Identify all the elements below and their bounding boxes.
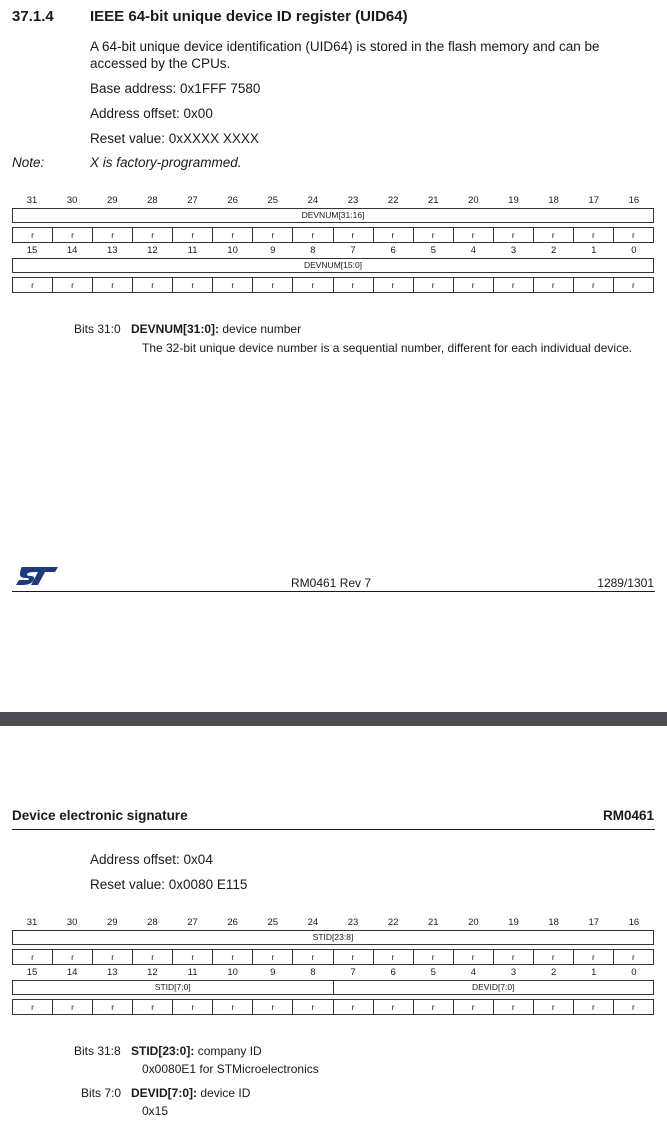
- bit-number: 24: [307, 195, 319, 206]
- register-field: STID[23:8]: [312, 932, 354, 942]
- bit-number: 17: [588, 917, 600, 928]
- bit-number-row: [12, 193, 654, 208]
- bit-number: 31: [26, 195, 38, 206]
- access-cell: r: [253, 1000, 293, 1014]
- access-cell: r: [374, 278, 414, 292]
- page-header-doc: RM0461: [602, 808, 654, 823]
- access-cell: r: [414, 228, 454, 242]
- access-cell: r: [534, 278, 574, 292]
- access-cell: r: [133, 950, 173, 964]
- field-row: [12, 208, 654, 223]
- access-cell: r: [173, 950, 213, 964]
- bit-number: 28: [147, 195, 158, 206]
- bit-number: 0: [631, 245, 637, 256]
- access-cell: r: [334, 228, 374, 242]
- bit-number: 7: [350, 967, 356, 978]
- register-field: DEVNUM[31:16]: [301, 210, 365, 220]
- bit-number: 1: [591, 245, 597, 256]
- bit-number: 2: [551, 245, 557, 256]
- reset-value: Reset value: 0xXXXX XXXX: [90, 131, 259, 146]
- address-offset-2: Address offset: 0x04: [90, 852, 213, 867]
- bit-number: 22: [387, 917, 399, 928]
- register-field: DEVID[7:0]: [471, 982, 515, 992]
- bit-number: 13: [107, 245, 118, 256]
- access-cell: r: [173, 228, 213, 242]
- bits-detail: 0x0080E1 for STMicroelectronics: [142, 1062, 319, 1076]
- bit-number: 14: [66, 967, 78, 978]
- bit-number: 3: [510, 245, 517, 256]
- access-cell: r: [53, 950, 93, 964]
- access-cell: r: [574, 950, 614, 964]
- access-cell: r: [293, 278, 333, 292]
- base-address: Base address: 0x1FFF 7580: [90, 81, 261, 96]
- access-cell: r: [414, 278, 454, 292]
- bit-number: 2: [551, 967, 557, 978]
- bit-number: 0: [631, 967, 637, 978]
- bit-number: 20: [468, 195, 479, 206]
- access-cell: r: [53, 1000, 93, 1014]
- bit-number: 11: [187, 245, 198, 256]
- bit-number: 12: [147, 967, 158, 978]
- bits-summary: device number: [222, 322, 302, 336]
- bits-detail: The 32-bit unique device number is a sequential number, different for each individual device.: [142, 341, 633, 355]
- bit-number: 5: [430, 245, 436, 256]
- bit-number: 14: [66, 245, 78, 256]
- access-cell: r: [334, 950, 374, 964]
- access-cell: r: [494, 950, 534, 964]
- bit-number: 25: [267, 195, 279, 206]
- access-cell: r: [213, 278, 253, 292]
- bits-range: Bits 31:8: [74, 1044, 121, 1058]
- access-cell: r: [494, 278, 534, 292]
- bits-description: [131, 1086, 250, 1100]
- bit-number: 31: [26, 917, 38, 928]
- access-cell: r: [632, 280, 635, 290]
- bit-number: 26: [227, 917, 238, 928]
- access-cell: r: [293, 950, 333, 964]
- bits-range: Bits 31:0: [74, 322, 121, 336]
- note-label: Note:: [12, 155, 45, 170]
- bit-number: 4: [470, 967, 477, 978]
- access-cell: r: [173, 278, 213, 292]
- access-cell: r: [53, 228, 93, 242]
- access-cell: r: [253, 950, 293, 964]
- access-cell: r: [632, 1002, 635, 1012]
- bit-number: 11: [187, 967, 198, 978]
- bit-number: 12: [147, 245, 158, 256]
- access-row: [12, 999, 654, 1015]
- access-cell: r: [574, 228, 614, 242]
- bit-number: 19: [508, 195, 519, 206]
- register-diagram-uid64: [12, 193, 654, 293]
- bits-field-name: DEVNUM[31:0]:: [131, 322, 220, 336]
- bit-number: 5: [430, 967, 436, 978]
- bit-number: 29: [107, 195, 118, 206]
- field-row: [12, 980, 654, 995]
- access-cell: r: [173, 1000, 213, 1014]
- register-field: DEVNUM[15:0]: [303, 260, 363, 270]
- bits-summary: device ID: [200, 1086, 251, 1100]
- access-cell: r: [494, 228, 534, 242]
- bit-number: 23: [347, 195, 359, 206]
- access-cell: r: [454, 228, 494, 242]
- bit-number: 17: [588, 195, 600, 206]
- footer-rule: [12, 591, 655, 592]
- intro-paragraph: A 64-bit unique device identification (UID64) is stored in the flash memory and can be accessed by the CPUs.: [90, 39, 600, 71]
- bits-summary: company ID: [197, 1044, 262, 1058]
- bit-number: 10: [227, 967, 238, 978]
- bits-field-name: STID[23:0]:: [131, 1044, 195, 1058]
- register-diagram-devsig: [12, 915, 654, 1015]
- bit-number: 25: [267, 917, 279, 928]
- access-cell: r: [454, 1000, 494, 1014]
- page-separator: [0, 712, 667, 726]
- access-cell: r: [253, 228, 293, 242]
- bit-number: 8: [310, 967, 316, 978]
- access-cell: r: [93, 228, 133, 242]
- access-cell: r: [93, 950, 133, 964]
- access-cell: r: [213, 950, 253, 964]
- field-row: [12, 258, 654, 273]
- access-cell: r: [293, 228, 333, 242]
- bit-number: 9: [270, 967, 276, 978]
- bit-number: 3: [510, 967, 517, 978]
- bit-number: 15: [26, 245, 38, 256]
- bit-number: 23: [347, 917, 359, 928]
- access-cell: r: [133, 228, 173, 242]
- access-cell: r: [414, 1000, 454, 1014]
- bit-number: 30: [66, 917, 78, 928]
- bit-number: 22: [387, 195, 399, 206]
- st-logo-icon: [14, 565, 60, 587]
- bit-number: 27: [187, 195, 198, 206]
- bit-number: 13: [107, 967, 118, 978]
- page-header-title: Device electronic signature: [12, 808, 188, 823]
- access-cell: r: [334, 278, 374, 292]
- access-cell: r: [454, 950, 494, 964]
- access-row: [12, 949, 654, 965]
- footer-doc-id: RM0461 Rev 7: [291, 576, 372, 590]
- access-row: [12, 227, 654, 243]
- access-cell: r: [374, 228, 414, 242]
- bit-number: 26: [227, 195, 238, 206]
- access-cell: r: [253, 278, 293, 292]
- bit-number: 4: [470, 245, 477, 256]
- footer-page-number: 1289/1301: [597, 576, 654, 590]
- access-cell: r: [534, 950, 574, 964]
- bit-number: 27: [187, 917, 198, 928]
- access-cell: r: [13, 950, 53, 964]
- bit-number: 6: [390, 967, 396, 978]
- access-cell: r: [334, 1000, 374, 1014]
- bit-number: 29: [107, 917, 118, 928]
- access-cell: r: [13, 1000, 53, 1014]
- section-title: IEEE 64-bit unique device ID register (UID64): [90, 8, 408, 25]
- bit-number: 16: [628, 917, 640, 928]
- bit-number: 30: [66, 195, 78, 206]
- bit-number: 9: [270, 245, 276, 256]
- access-cell: r: [494, 1000, 534, 1014]
- access-cell: r: [213, 228, 253, 242]
- access-cell: r: [454, 278, 494, 292]
- access-cell: r: [374, 950, 414, 964]
- field-row: [12, 930, 654, 945]
- bit-number: 15: [26, 967, 38, 978]
- bits-field-name: DEVID[7:0]:: [131, 1086, 198, 1100]
- bits-range: Bits 7:0: [81, 1086, 122, 1100]
- bit-number-row: [12, 243, 654, 258]
- reset-value-2: Reset value: 0x0080 E115: [90, 877, 248, 892]
- access-cell: r: [632, 952, 635, 962]
- access-cell: r: [632, 230, 635, 240]
- access-cell: r: [13, 278, 53, 292]
- bit-number: 8: [310, 245, 316, 256]
- access-row: [12, 277, 654, 293]
- access-cell: r: [374, 1000, 414, 1014]
- bit-number: 18: [548, 195, 559, 206]
- bit-number-row: [12, 915, 654, 930]
- access-cell: r: [414, 950, 454, 964]
- access-cell: r: [574, 1000, 614, 1014]
- access-cell: r: [93, 278, 133, 292]
- address-offset: Address offset: 0x00: [90, 106, 213, 121]
- access-cell: r: [93, 1000, 133, 1014]
- access-cell: r: [13, 228, 53, 242]
- bits-description: [131, 1044, 262, 1058]
- bit-number-row: [12, 965, 654, 980]
- bits-detail: 0x15: [142, 1104, 169, 1118]
- bit-number: 20: [468, 917, 479, 928]
- access-cell: r: [534, 228, 574, 242]
- register-field: STID[7:0]: [13, 981, 334, 994]
- access-cell: r: [213, 1000, 253, 1014]
- section-number: 37.1.4: [12, 8, 54, 25]
- bits-description: [131, 322, 301, 336]
- access-cell: r: [53, 278, 93, 292]
- bit-number: 21: [428, 917, 439, 928]
- access-cell: r: [293, 1000, 333, 1014]
- header-rule: [12, 829, 655, 830]
- bit-number: 10: [227, 245, 238, 256]
- bit-number: 16: [628, 195, 640, 206]
- bit-number: 18: [548, 917, 559, 928]
- access-cell: r: [133, 278, 173, 292]
- access-cell: r: [534, 1000, 574, 1014]
- bit-number: 6: [390, 245, 396, 256]
- access-cell: r: [133, 1000, 173, 1014]
- access-cell: r: [574, 278, 614, 292]
- bit-number: 28: [147, 917, 158, 928]
- bit-number: 19: [508, 917, 519, 928]
- bit-number: 24: [307, 917, 319, 928]
- bit-number: 1: [591, 967, 597, 978]
- bit-number: 21: [428, 195, 439, 206]
- note-text: X is factory-programmed.: [90, 155, 242, 170]
- bit-number: 7: [350, 245, 356, 256]
